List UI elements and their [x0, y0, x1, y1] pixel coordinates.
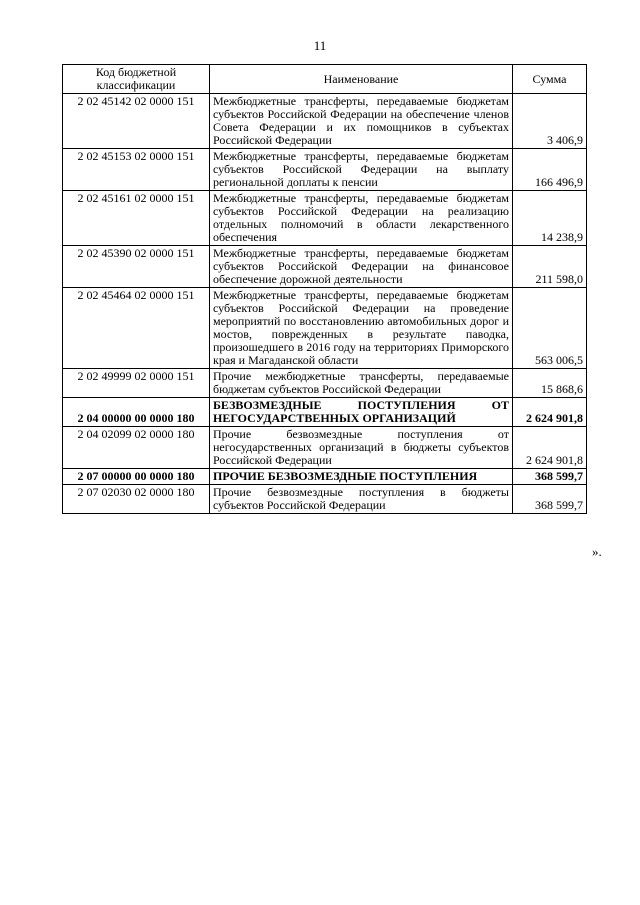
table-row: [63, 288, 587, 369]
table-row: [63, 149, 587, 191]
budget-revenue-table: [62, 64, 587, 514]
table-header-row: [63, 65, 587, 94]
row-name: Межбюджетные трансферты, передаваемые бюджетам субъектов Российской Федерации на выплату региональной доплаты к пенсии: [210, 149, 513, 191]
row-code: 2 02 45153 02 0000 151: [63, 149, 210, 191]
row-code: 2 02 45142 02 0000 151: [63, 94, 210, 149]
row-name: ПРОЧИЕ БЕЗВОЗМЕЗДНЫЕ ПОСТУПЛЕНИЯ: [210, 469, 513, 485]
table-row: [63, 369, 587, 398]
table-row: [63, 485, 587, 514]
row-name: Прочие безвозмездные поступления от негосударственных организаций в бюджеты субъектов Российской Федерации: [210, 427, 513, 469]
row-name: Прочие безвозмездные поступления в бюджеты субъектов Российской Федерации: [210, 485, 513, 514]
row-sum: 2 624 901,8: [513, 398, 587, 427]
header-name: Наименование: [210, 65, 513, 94]
table-row-total: [63, 469, 587, 485]
table-row: [63, 246, 587, 288]
row-sum: 211 598,0: [513, 246, 587, 288]
row-code: 2 07 00000 00 0000 180: [63, 469, 210, 485]
row-sum: 368 599,7: [513, 469, 587, 485]
table-row: [63, 427, 587, 469]
row-sum: 368 599,7: [513, 485, 587, 514]
header-sum: Сумма: [513, 65, 587, 94]
row-name: Прочие межбюджетные трансферты, передаваемые бюджетам субъектов Российской Федерации: [210, 369, 513, 398]
row-code: 2 04 02099 02 0000 180: [63, 427, 210, 469]
row-sum: 14 238,9: [513, 191, 587, 246]
table-row-total: [63, 398, 587, 427]
row-name: Межбюджетные трансферты, передаваемые бюджетам субъектов Российской Федерации на финансовое обеспечение дорожной деятельности: [210, 246, 513, 288]
row-sum: 2 624 901,8: [513, 427, 587, 469]
row-code: 2 02 45464 02 0000 151: [63, 288, 210, 369]
row-name: БЕЗВОЗМЕЗДНЫЕ ПОСТУПЛЕНИЯ ОТ НЕГОСУДАРСТВЕННЫХ ОРГАНИЗАЦИЙ: [210, 398, 513, 427]
row-code: 2 02 49999 02 0000 151: [63, 369, 210, 398]
header-code: Код бюджетной классификации: [63, 65, 210, 94]
row-name: Межбюджетные трансферты, передаваемые бюджетам субъектов Российской Федерации на проведение мероприятий по восстановлению автомобильных дорог и мостов, поврежденных в результате паводка, произошедшего в 2016 году на территориях Приморского края и Магаданской области: [210, 288, 513, 369]
row-name: Межбюджетные трансферты, передаваемые бюджетам субъектов Российской Федерации на обеспечение членов Совета Федерации и их помощников в субъектах Российской Федерации: [210, 94, 513, 149]
table-row: [63, 191, 587, 246]
row-sum: 166 496,9: [513, 149, 587, 191]
row-code: 2 02 45390 02 0000 151: [63, 246, 210, 288]
row-sum: 15 868,6: [513, 369, 587, 398]
closing-quote-mark: ».: [592, 544, 602, 559]
row-sum: 563 006,5: [513, 288, 587, 369]
row-code: 2 07 02030 02 0000 180: [63, 485, 210, 514]
row-name: Межбюджетные трансферты, передаваемые бюджетам субъектов Российской Федерации на реализацию отдельных полномочий в области лекарственного обеспечения: [210, 191, 513, 246]
row-code: 2 02 45161 02 0000 151: [63, 191, 210, 246]
table-row: [63, 94, 587, 149]
page-number: 11: [313, 38, 327, 53]
row-sum: 3 406,9: [513, 94, 587, 149]
row-code: 2 04 00000 00 0000 180: [63, 398, 210, 427]
